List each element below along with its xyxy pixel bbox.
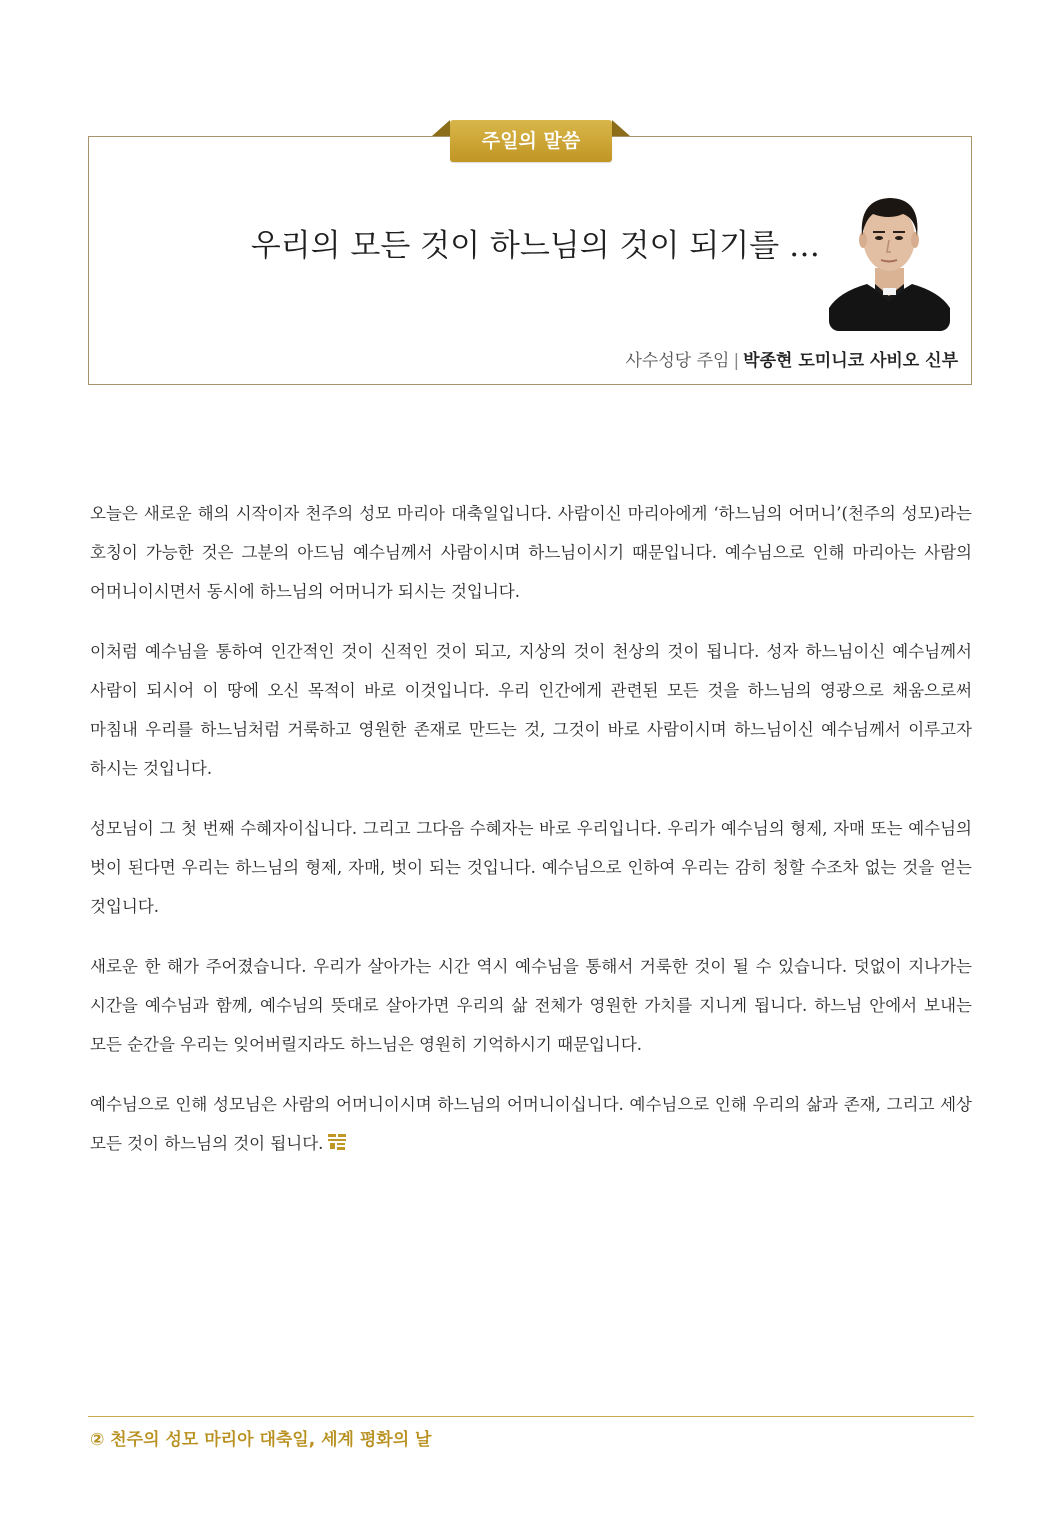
paragraph-last <box>90 1085 972 1163</box>
byline-role: 사수성당 주임 <box>625 351 730 371</box>
author-portrait <box>829 180 950 331</box>
footer-page-label: ② 천주의 성모 마리아 대축일, 세계 평화의 날 <box>90 1430 432 1450</box>
sermon-body <box>90 494 972 1184</box>
paragraph: 이처럼 예수님을 통하여 인간적인 것이 신적인 것이 되고, 지상의 것이 천상의 것이 됩니다. 성자 하느님이신 예수님께서 사람이 되시어 이 땅에 오신 목적이 바로 이것입니다. 우리 인간에게 관련된 모든 것을 하느님의 영광으로 채움으로써 마침내 우리를 하느님처럼 거룩하고 영원한 존재로 만드는 것, 그것이 바로 사람이시며 하느님이신 예수님께서 이루고자 하시는 것입니다. <box>90 642 972 778</box>
section-label: 주일의 말씀 <box>450 120 612 162</box>
section-tab-ear-left <box>432 120 450 136</box>
byline-separator: | <box>733 351 740 371</box>
paragraph: 새로운 한 해가 주어졌습니다. 우리가 살아가는 시간 역시 예수님을 통해서 거룩한 것이 될 수 있습니다. 덧없이 지나가는 시간을 예수님과 함께, 예수님의 뜻대로 살아가면 우리의 삶 전체가 영원한 가치를 지니게 됩니다. 하느님 안에서 보내는 모든 순간을 우리는 잊어버릴지라도 하느님은 영원히 기억하시기 때문입니다. <box>90 957 972 1054</box>
paragraph: 성모님이 그 첫 번째 수혜자이십니다. 그리고 그다음 수혜자는 바로 우리입니다. 우리가 예수님의 형제, 자매 또는 예수님의 벗이 된다면 우리는 하느님의 형제, 자매, 벗이 되는 것입니다. 예수님으로 인하여 우리는 감히 청할 수조차 없는 것을 얻는 것입니다. <box>90 819 972 916</box>
priest-portrait-icon <box>829 180 950 331</box>
paragraph: 오늘은 새로운 해의 시작이자 천주의 성모 마리아 대축일입니다. 사람이신 마리아에게 ‘하느님의 어머니’(천주의 성모)라는 호칭이 가능한 것은 그분의 아드님 예수님께서 사람이시며 하느님이시기 때문입니다. 예수님으로 인해 마리아는 사람의 어머니이시면서 동시에 하느님의 어머니가 되시는 것입니다. <box>90 504 972 601</box>
sermon-title: 우리의 모든 것이 하느님의 것이 되기를 … <box>250 228 820 264</box>
paragraph-last-text: 예수님으로 인해 성모님은 사람의 어머니이시며 하느님의 어머니이십니다. 예수님으로 인해 우리의 삶과 존재, 그리고 세상 모든 것이 하느님의 것이 됩니다. <box>90 1095 972 1153</box>
byline <box>400 346 958 371</box>
footer-divider <box>88 1416 974 1417</box>
gold-end-mark-icon <box>327 1132 347 1152</box>
section-tab-ear-right <box>612 120 630 136</box>
byline-author: 박종현 도미니코 사비오 신부 <box>743 351 958 371</box>
